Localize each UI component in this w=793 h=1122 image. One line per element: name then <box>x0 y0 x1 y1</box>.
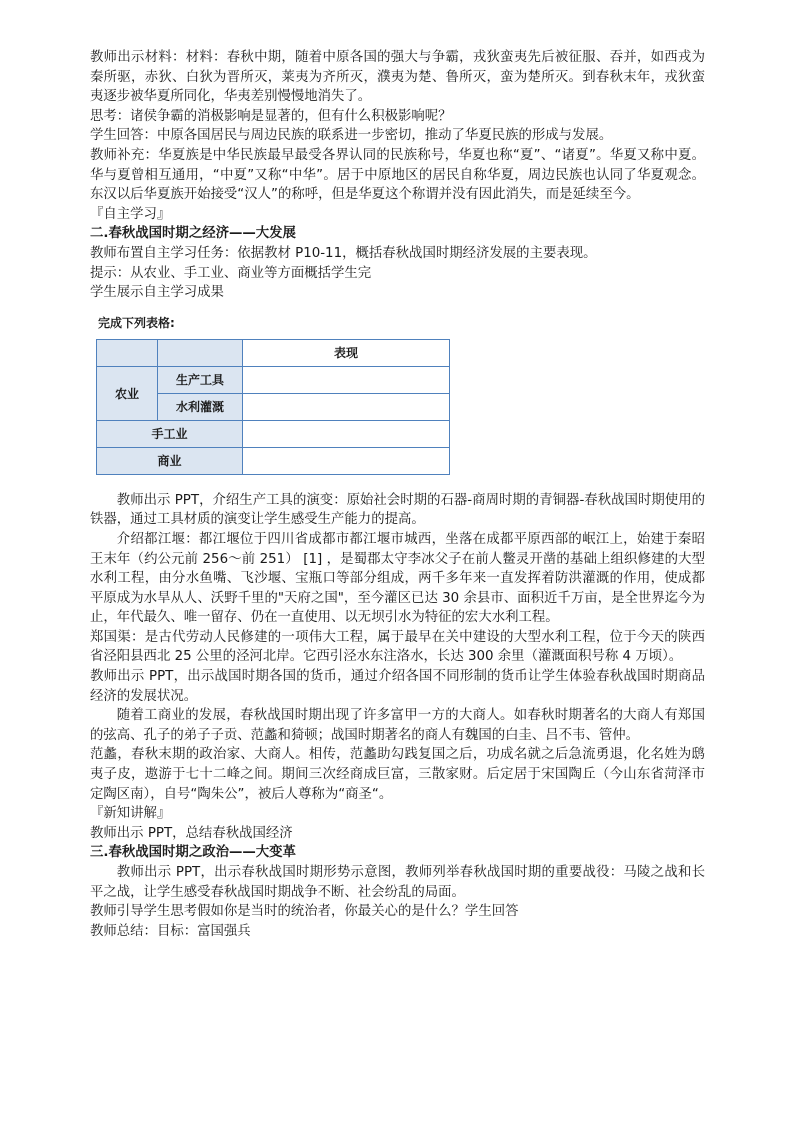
table-header-row <box>97 339 450 366</box>
paragraph: 郑国渠：是古代劳动人民修建的一项伟大工程，属于最早在关中建设的大型水利工程，位于今天的陕西省泾阳县西北 25 公里的泾河北岸。它西引泾水东注洛水，长达 300 余里（灌溉面积号称 4 万顷）。 <box>90 629 705 665</box>
paragraph: 随着工商业的发展，春秋战国时期出现了许多富甲一方的大商人。如春秋时期著名的大商人有郑国的弦高、孔子的弟子子贡、范蠡和猗顿；战国时期著名的商人有魏国的白圭、吕不韦、管仲。 <box>90 708 705 743</box>
table-row <box>97 366 450 393</box>
paragraph: 教师出示材料：材料：春秋中期，随着中原各国的强大与争霸，戎狄蛮夷先后被征服、吞并，如西戎为秦所驱，赤狄、白狄为晋所灭，莱夷为齐所灭，濮夷为楚、鲁所灭，蛮为楚所灭。到春秋末年，戎狄蛮夷逐步被华夏所同化，华夷差别慢慢地消失了。 <box>90 50 705 105</box>
table-row-label: 商业 <box>97 447 243 474</box>
table-answer-cell[interactable] <box>243 420 450 447</box>
table-corner-cell <box>158 339 243 366</box>
paragraph: 教师出示 PPT，出示春秋战国时期形势示意图，教师列举春秋战国时期的重要战役：马陵之战和长平之战，让学生感受春秋战国时期战争不断、社会纷乱的局面。 <box>90 865 705 900</box>
section-heading: 二.春秋战国时期之经济——大发展 <box>90 226 296 242</box>
paragraph: 教师布置自主学习任务：依据教材 P10-11，概括春秋战国时期经济发展的主要表现。 <box>90 245 597 261</box>
section-heading: 三.春秋战国时期之政治——大变革 <box>90 845 296 861</box>
table-answer-cell[interactable] <box>243 447 450 474</box>
table-row-label: 农业 <box>97 366 158 420</box>
paragraph: 教师出示 PPT，介绍生产工具的演变：原始社会时期的石器-商周时期的青铜器-春秋战国时期使用的铁器，通过工具材质的演变让学生感受生产能力的提高。 <box>90 492 705 528</box>
paragraph: 『新知讲解』 <box>90 806 171 822</box>
section-marker: 『自主学习』 <box>90 206 171 222</box>
paragraph: 学生展示自主学习成果 <box>90 285 224 301</box>
paragraph: 教师引导学生思考假如你是当时的统治者，你最关心的是什么？学生回答 <box>90 904 519 920</box>
paragraph: 教师总结：目标：富国强兵 <box>90 923 251 939</box>
table-row-sublabel: 水利灌溉 <box>158 393 243 420</box>
table-header-cell: 表现 <box>243 339 450 366</box>
paragraph: 教师出示 PPT，总结春秋战国经济 <box>90 825 293 841</box>
table-row-sublabel: 生产工具 <box>158 366 243 393</box>
table-answer-cell[interactable] <box>243 366 450 393</box>
table-answer-cell[interactable] <box>243 393 450 420</box>
table-corner-cell <box>97 339 158 366</box>
paragraph: 提示：从农业、手工业、商业等方面概括学生完 <box>90 265 372 281</box>
table-row <box>97 447 450 474</box>
paragraph: 介绍都江堰：都江堰位于四川省成都市都江堰市城西，坐落在成都平原西部的岷江上，始建于秦昭王末年（约公元前 256～前 251） [1] ，是蜀郡太守李冰父子在前人鳖灵开凿的基础上组织修建的大型水利工程，由分水鱼嘴、飞沙堰、宝瓶口等部分组成，两千多年来一直发挥着防洪灌溉的作用，使成都平原成为水旱从人、沃野千里的"天府之国"，至今灌区已达 30 余县市、面积近千万亩，是全世界迄今为止，年代最久、唯一留存、仍在一直使用、以无坝引水为特征的宏大水利工程。 <box>90 531 705 626</box>
table-row <box>97 420 450 447</box>
paragraph: 教师出示 PPT，出示战国时期各国的货币，通过介绍各国不同形制的货币让学生体验春秋战国时期商品经济的发展状况。 <box>90 669 705 704</box>
paragraph: 范蠡，春秋末期的政治家、大商人。相传，范蠡助勾践复国之后，功成名就之后急流勇退，化名姓为鸱夷子皮，遨游于七十二峰之间。期间三次经商成巨富，三散家财。后定居于宋国陶丘（今山东省菏泽市定陶区南），自号“陶朱公”，被后人尊称为“商圣“。 <box>90 747 705 802</box>
body-text <box>90 491 705 844</box>
paragraph: 思考：诸侯争霸的消极影响是显著的，但有什么积极影响呢？ <box>90 108 452 124</box>
body-text <box>90 863 705 941</box>
paragraph: 学生回答：中原各国居民与周边民族的联系进一步密切，推动了华夏民族的形成与发展。 <box>90 128 613 144</box>
economy-table <box>96 339 450 475</box>
table-row-label: 手工业 <box>97 420 243 447</box>
paragraph: 教师补充：华夏族是中华民族最早最受各界认同的民族称号，华夏也称“夏”、“诸夏”。华夏又称中夏。华与夏曾相互通用，“中夏”又称“中华”。居于中原地区的居民自称华夏，周边民族也认同了华夏观念。东汉以后华夏族开始接受“汉人”的称呼，但是华夏这个称谓并没有因此消失，而是延续至今。 <box>90 147 705 203</box>
table-caption: 完成下列表格: <box>98 315 175 330</box>
